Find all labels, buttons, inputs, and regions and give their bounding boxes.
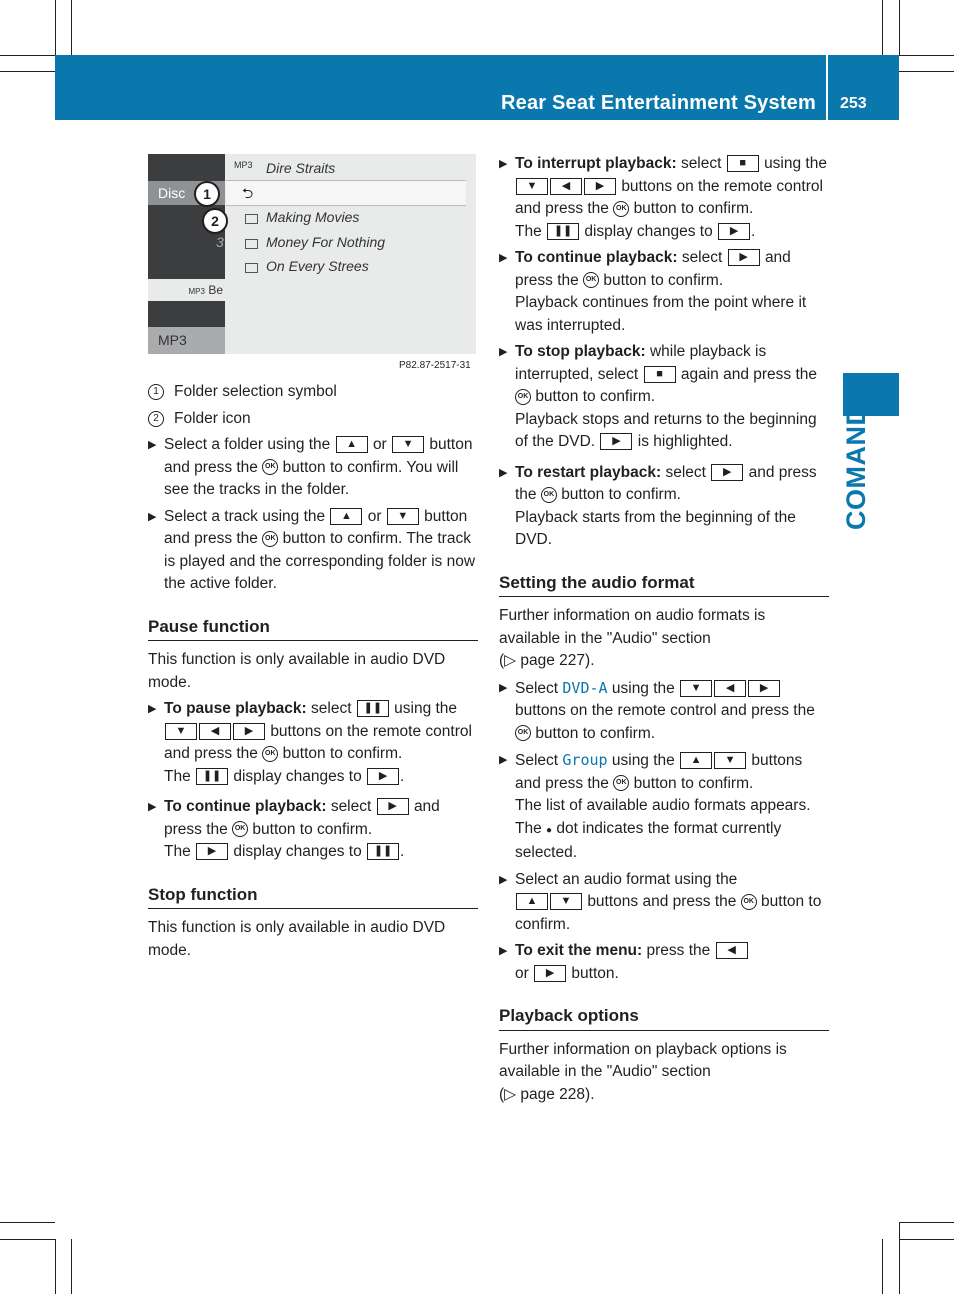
step-arrow-icon: ▶ [148, 703, 157, 715]
play-key-icon: ▶ [718, 223, 750, 240]
display-text: DVD-A [562, 678, 608, 697]
paragraph: This function is only available in audio DVD mode. [148, 919, 446, 959]
step-title: To exit the menu: [515, 942, 643, 959]
header-title: Rear Seat Entertainment System [500, 92, 816, 114]
step-arrow-icon: ▶ [499, 252, 508, 264]
text: select [680, 155, 722, 172]
crop-mark [899, 0, 900, 55]
crop-mark [882, 1239, 883, 1294]
text: select [665, 463, 706, 481]
ok-button-icon: OK [515, 725, 531, 741]
ok-button-icon: OK [262, 531, 278, 547]
instruction-step [499, 677, 829, 746]
left-key-icon: ◀ [714, 680, 746, 697]
text: button and press the [164, 436, 473, 476]
page-number: 253 [840, 95, 867, 112]
step-arrow-icon: ▶ [148, 439, 157, 451]
pause-key-icon: ❚❚ [196, 768, 228, 785]
text: is highlighted. [637, 433, 733, 450]
figure-folder-list [226, 154, 476, 354]
text: The [515, 222, 542, 240]
text: The [164, 843, 191, 860]
text: display changes to [233, 767, 362, 785]
up-key-icon: ▲ [336, 436, 368, 453]
text: button and press the [164, 507, 468, 547]
folder-icon [245, 214, 258, 224]
text: and press the [515, 463, 817, 503]
text: button to confirm. [603, 271, 724, 289]
play-key-icon: ▶ [728, 249, 760, 266]
step-arrow-icon: ▶ [499, 873, 508, 886]
list-item: Making Movies [266, 209, 360, 225]
figure-disc-label: Disc [148, 181, 225, 205]
text: button to confirm. [633, 200, 754, 217]
legend-item [148, 408, 478, 431]
text: or [515, 964, 529, 982]
legend-number: 2 [148, 411, 164, 427]
crop-mark [0, 1239, 55, 1240]
text: button to confirm. [252, 820, 373, 838]
crop-mark [0, 1222, 55, 1223]
crop-mark [882, 0, 883, 55]
legend-text: Folder selection symbol [174, 383, 337, 400]
crop-mark [899, 1222, 954, 1223]
down-key-icon: ▼ [165, 723, 197, 740]
text: buttons on the remote control and press the [515, 702, 815, 719]
text: Select a folder using the [164, 436, 331, 453]
text: button to confirm. The track is played and the corresponding folder is now the active folder. [164, 530, 476, 592]
text: and press the [515, 249, 791, 289]
text: select [311, 700, 352, 717]
ok-button-icon: OK [262, 746, 278, 762]
text: button to confirm. You will see the tracks in the folder. [164, 458, 459, 498]
text: and press the [164, 798, 440, 838]
left-key-icon: ◀ [550, 178, 582, 195]
figure-partial-label [148, 279, 225, 301]
ok-button-icon: OK [583, 272, 599, 288]
text: . [751, 222, 756, 240]
legend-text: Folder icon [174, 409, 251, 427]
step-arrow-icon: ▶ [499, 346, 508, 358]
right-key-icon: ▶ [584, 178, 616, 195]
callout-2: 2 [202, 208, 228, 234]
section-heading: Stop function [148, 884, 478, 910]
instruction-step [499, 153, 829, 243]
folder-selection-row [226, 180, 466, 206]
text: display changes to [233, 843, 362, 860]
step-arrow-icon: ▶ [148, 801, 157, 813]
pause-key-icon: ❚❚ [367, 843, 399, 860]
instruction-step [499, 940, 829, 985]
play-key-icon: ▶ [377, 798, 409, 815]
step-title: To stop playback: [515, 343, 646, 360]
text: button to confirm. [561, 486, 681, 503]
text: Playback stops and returns to the beginning of the DVD. [515, 410, 817, 450]
crop-mark [71, 1239, 72, 1294]
page-reference: (▷ page 228). [499, 1085, 595, 1103]
text: using the [764, 155, 827, 172]
text: Select [515, 679, 559, 697]
page-header [55, 55, 899, 120]
text: while playback is interrupted, select [515, 343, 767, 383]
step-title: To continue playback: [515, 249, 678, 266]
figure-mp3-label: MP3 [148, 327, 225, 354]
ok-button-icon: OK [613, 775, 629, 791]
text: Playback continues from the point where it was interrupted. [515, 294, 807, 334]
step-arrow-icon: ▶ [499, 466, 508, 479]
bullet-dot-icon: ● [546, 824, 553, 836]
text: The list of available audio formats appears. The [515, 797, 811, 837]
paragraph: This function is only available in audio DVD mode. [148, 651, 446, 691]
crop-mark [55, 1239, 56, 1294]
crop-mark [899, 71, 954, 72]
instruction-step [148, 698, 478, 788]
crop-mark [55, 0, 56, 55]
callout-1: 1 [194, 181, 220, 207]
down-key-icon: ▼ [392, 436, 424, 453]
instruction-step [499, 869, 829, 937]
text: using the [394, 700, 458, 717]
text: select [681, 249, 723, 266]
folder-icon [245, 239, 258, 249]
crop-mark [899, 1239, 954, 1240]
paragraph: Further information on playback options is available in the "Audio" section [499, 1040, 787, 1080]
list-item: Money For Nothing [266, 234, 386, 250]
page-reference: (▷ page 227). [499, 652, 595, 669]
up-key-icon: ▲ [330, 508, 362, 525]
section-heading: Setting the audio format [499, 572, 829, 598]
crop-mark [899, 1222, 900, 1294]
text: buttons on the remote control and press the [164, 722, 472, 762]
left-key-icon: ◀ [716, 942, 748, 959]
legend-number: 1 [148, 384, 164, 400]
figure-side-number: 3 [216, 234, 224, 250]
display-text: Group [562, 751, 608, 769]
text: again and press the [680, 365, 817, 383]
text: button to confirm. [535, 388, 656, 405]
ok-button-icon: OK [741, 894, 757, 910]
screen-figure [148, 154, 476, 354]
down-key-icon: ▼ [387, 508, 419, 525]
down-key-icon: ▼ [550, 893, 582, 910]
right-key-icon: ▶ [748, 680, 780, 697]
step-arrow-icon: ▶ [499, 754, 508, 766]
figure-partial-text: Be [208, 283, 223, 297]
text: button to confirm. [535, 724, 656, 742]
chapter-label: COMAND [841, 405, 871, 530]
section-heading: Playback options [499, 1005, 829, 1031]
text: button to confirm. [515, 893, 822, 933]
up-key-icon: ▲ [680, 752, 712, 769]
crop-mark [0, 55, 55, 56]
ok-button-icon: OK [515, 389, 531, 405]
text: display changes to [584, 222, 713, 240]
down-key-icon: ▼ [516, 178, 548, 195]
text: or [367, 507, 382, 525]
step-arrow-icon: ▶ [148, 510, 157, 523]
figure-caption: P82.87-2517-31 [399, 360, 471, 371]
list-item: On Every Strees [266, 258, 369, 274]
ok-button-icon: OK [613, 201, 629, 217]
right-key-icon: ▶ [233, 723, 265, 740]
left-column [148, 381, 478, 962]
instruction-step [148, 506, 478, 596]
text: Select a track using the [164, 507, 326, 525]
stop-key-icon: ■ [644, 366, 676, 383]
mp3-disc-icon: MP3 [234, 160, 253, 170]
play-key-icon: ▶ [367, 768, 399, 785]
text: Select an audio format using the [515, 870, 738, 888]
header-divider [826, 55, 828, 120]
step-arrow-icon: ▶ [499, 158, 508, 170]
left-key-icon: ◀ [199, 723, 231, 740]
ok-button-icon: OK [232, 821, 248, 837]
right-key-icon: ▶ [534, 965, 566, 982]
text: button. [571, 964, 619, 982]
folder-title: Dire Straits [266, 160, 336, 176]
crop-mark [899, 55, 954, 56]
text: button to confirm. [633, 774, 754, 792]
text: select [330, 798, 372, 815]
text: . [400, 767, 405, 785]
instruction-step [148, 434, 478, 502]
right-column [499, 153, 829, 1106]
stop-key-icon: ■ [727, 155, 759, 172]
text: buttons and press the [587, 893, 737, 910]
play-key-icon: ▶ [711, 464, 743, 481]
text: using the [611, 679, 675, 697]
step-title: To pause playback: [164, 700, 307, 717]
pause-key-icon: ❚❚ [547, 223, 579, 240]
step-title: To interrupt playback: [515, 155, 677, 172]
text: press the [646, 942, 711, 959]
text: . [400, 843, 405, 860]
crop-mark [71, 0, 72, 55]
folder-up-icon: ⮌ [242, 185, 254, 201]
ok-button-icon: OK [262, 459, 278, 475]
step-title: To restart playback: [515, 463, 662, 481]
folder-icon [245, 263, 258, 273]
instruction-step [499, 247, 829, 337]
ok-button-icon: OK [541, 487, 557, 503]
instruction-step [499, 462, 829, 552]
crop-mark [0, 71, 55, 72]
section-heading: Pause function [148, 616, 478, 642]
text: Select [515, 752, 559, 769]
text: using the [611, 752, 675, 769]
text: buttons on the remote control and press the [515, 177, 823, 217]
text: The [164, 767, 191, 785]
instruction-step [499, 749, 829, 865]
pause-key-icon: ❚❚ [357, 700, 389, 717]
text: buttons and press the [515, 752, 803, 792]
text: or [372, 436, 387, 453]
legend-item [148, 381, 478, 404]
instruction-step [148, 796, 478, 864]
mp3-disc-icon: MP3 [188, 287, 205, 296]
step-arrow-icon: ▶ [499, 681, 508, 694]
play-key-icon: ▶ [196, 843, 228, 860]
step-arrow-icon: ▶ [499, 945, 508, 957]
text: Playback starts from the beginning of the DVD. [515, 508, 796, 548]
text: dot indicates the format currently selected. [515, 819, 782, 861]
up-key-icon: ▲ [516, 893, 548, 910]
step-title: To continue playback: [164, 798, 327, 815]
play-key-icon: ▶ [600, 433, 632, 450]
paragraph: Further information on audio formats is available in the "Audio" section [499, 607, 766, 647]
down-key-icon: ▼ [680, 680, 712, 697]
instruction-step [499, 341, 829, 454]
down-key-icon: ▼ [714, 752, 746, 769]
text: button to confirm. [282, 745, 403, 762]
